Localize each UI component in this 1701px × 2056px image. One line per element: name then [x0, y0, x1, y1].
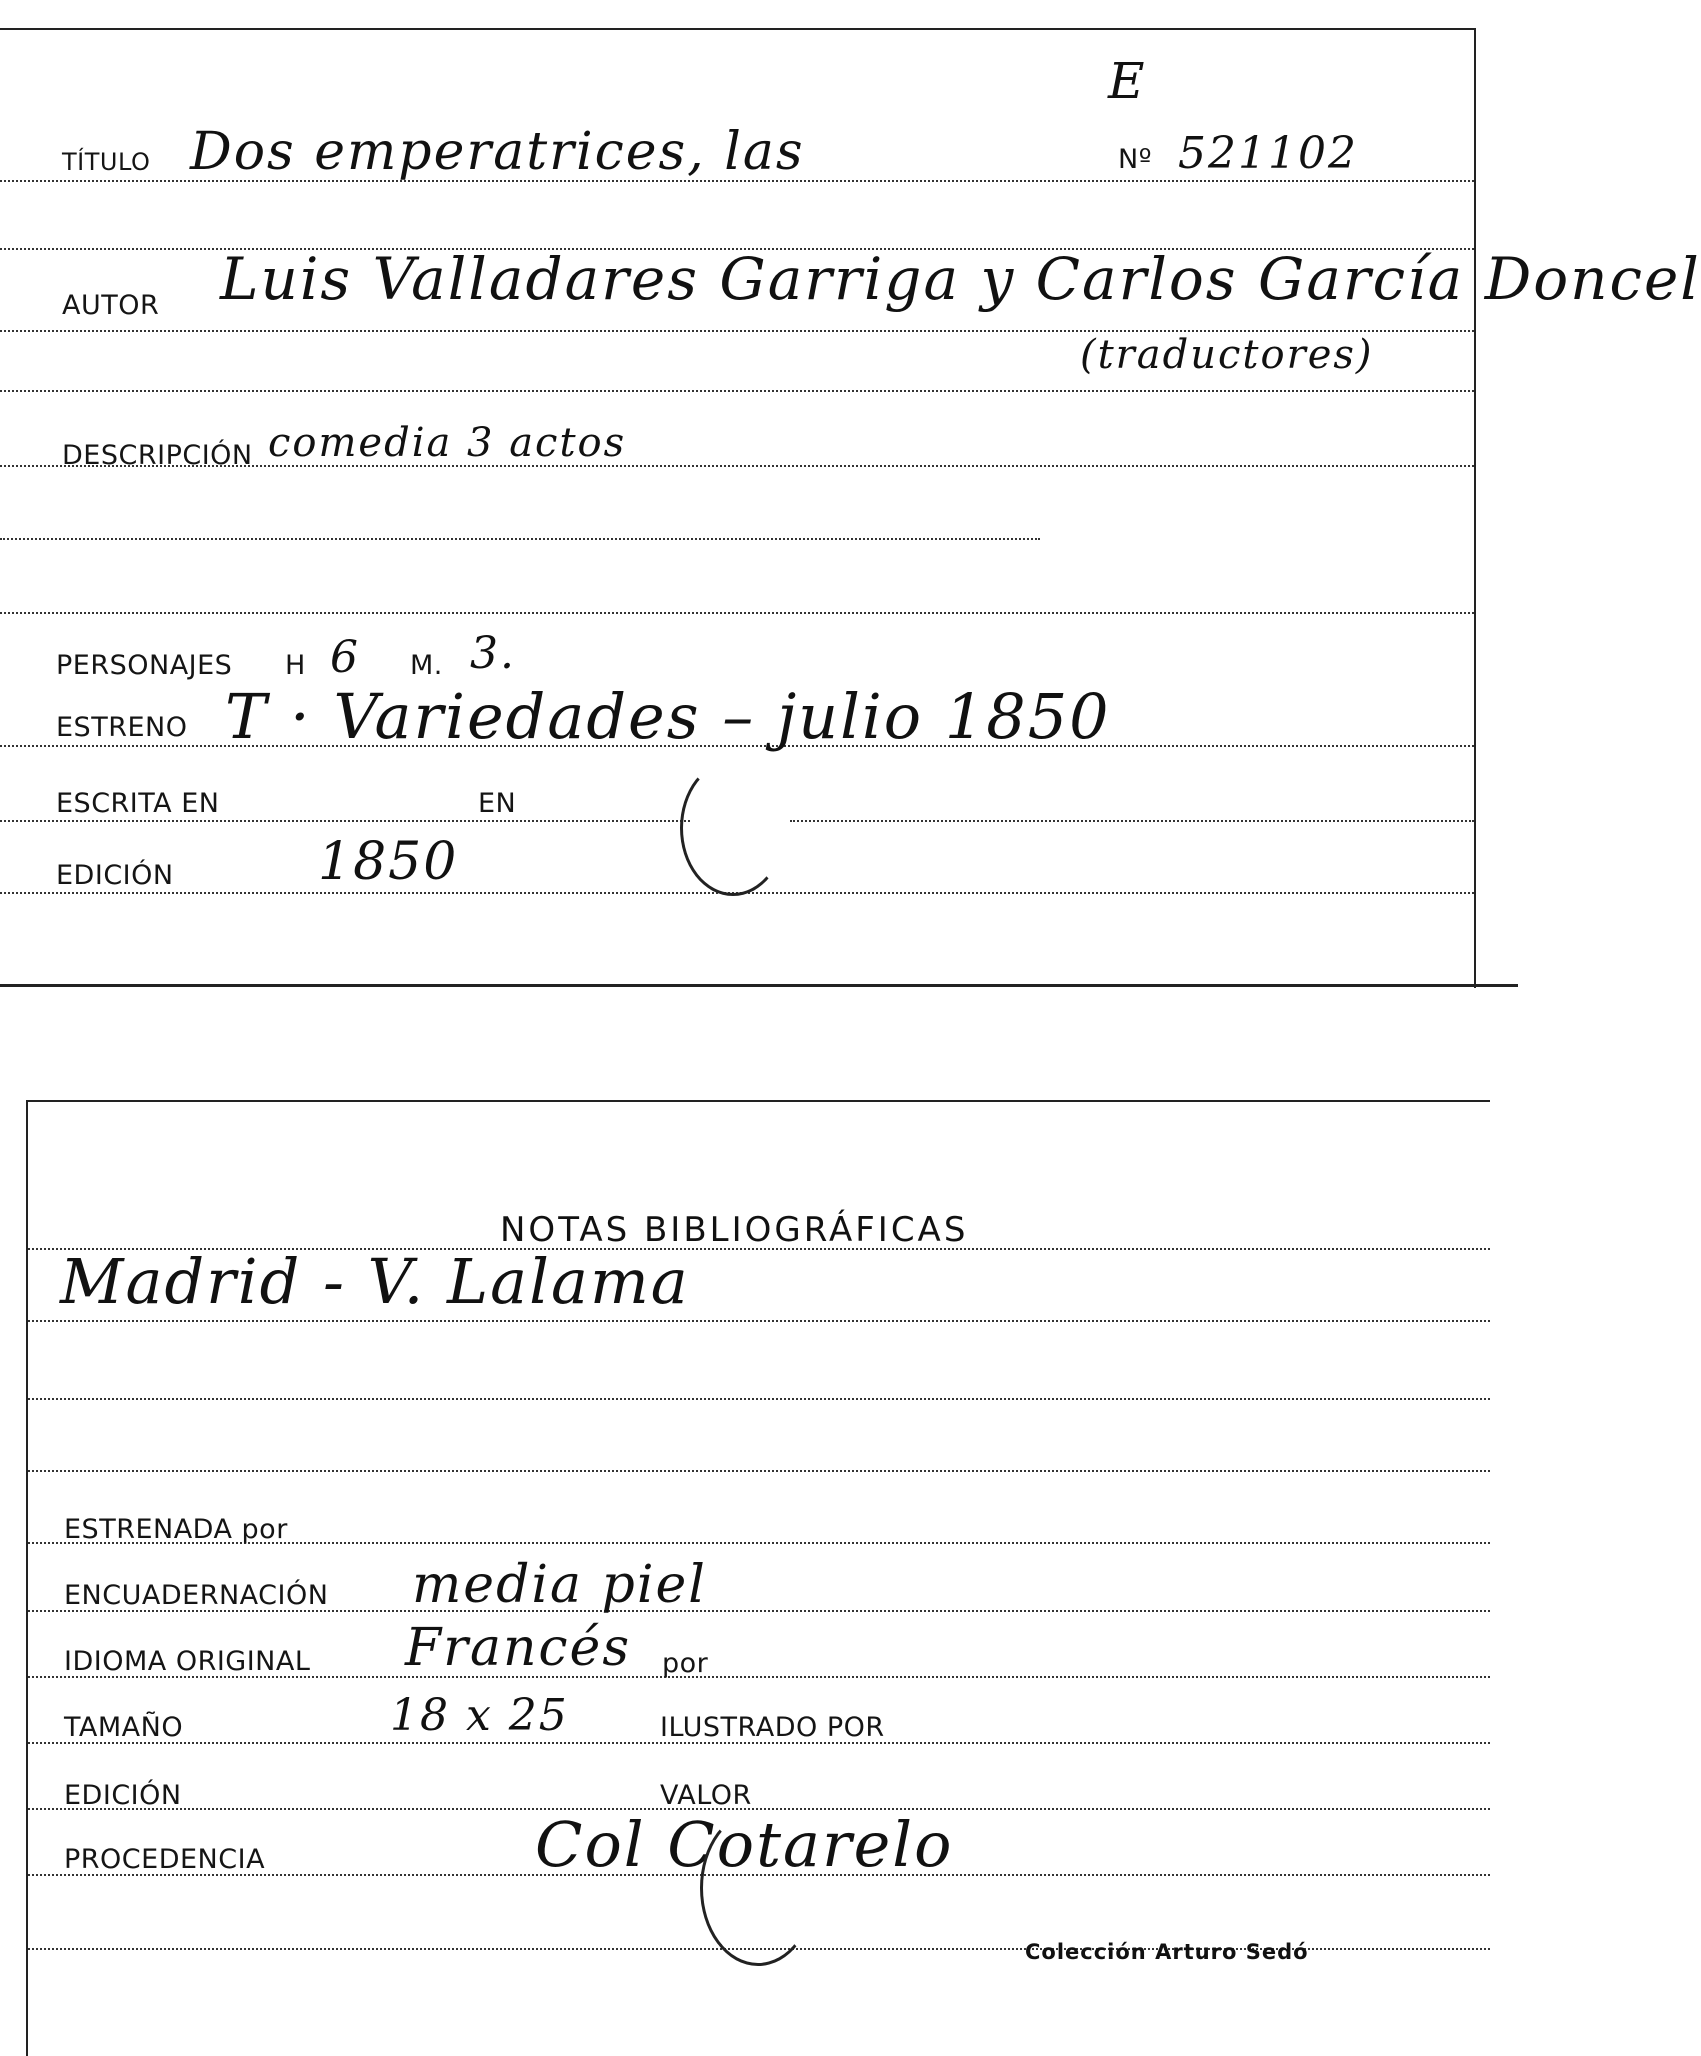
rule	[28, 1320, 1490, 1322]
card-right-border	[1474, 28, 1476, 988]
idioma-label: IDIOMA ORIGINAL	[64, 1646, 311, 1677]
encuadernacion-label: ENCUADERNACIÓN	[64, 1580, 329, 1611]
rule	[0, 612, 1474, 614]
punch-hole	[680, 760, 786, 896]
card-bottom-border	[0, 984, 1518, 987]
autor-label: AUTOR	[62, 290, 160, 321]
autor-note: (traductores)	[1080, 332, 1374, 378]
edicion-value: 1850	[318, 832, 459, 892]
punch-hole	[700, 1810, 816, 1966]
personajes-label: PERSONAJES	[56, 650, 233, 681]
edicion-label: EDICIÓN	[64, 1780, 182, 1811]
procedencia-value: Col Cotarelo	[535, 1808, 954, 1881]
personajes-h-label: H	[285, 650, 306, 681]
rule	[0, 538, 1040, 540]
rule	[790, 820, 1474, 822]
procedencia-label: PROCEDENCIA	[64, 1844, 266, 1875]
collection-stamp: Colección Arturo Sedó	[1025, 1940, 1309, 1964]
titulo-value: Dos emperatrices, las	[190, 122, 805, 182]
estrenada-label: ESTRENADA por	[64, 1514, 288, 1545]
tamano-value: 18 x 25	[390, 1690, 569, 1741]
card-top-border	[0, 28, 1475, 30]
escrita-en-label: EN	[478, 788, 517, 819]
card-left-border	[26, 1100, 28, 2056]
titulo-label: TÍTULO	[62, 148, 151, 176]
ilustrado-label: ILUSTRADO POR	[660, 1712, 885, 1743]
catalog-card-front	[0, 0, 1701, 990]
rule	[0, 390, 1474, 392]
numero-label: Nº	[1118, 144, 1152, 175]
idioma-value: Francés	[405, 1618, 632, 1678]
edicion-label: EDICIÓN	[56, 860, 174, 891]
estreno-value: T · Variedades – julio 1850	[225, 680, 1111, 753]
estreno-label: ESTRENO	[56, 712, 188, 743]
notas-value: Madrid - V. Lalama	[60, 1245, 690, 1318]
rule	[28, 1248, 1490, 1250]
personajes-m-label: M.	[410, 650, 443, 681]
rule	[28, 1398, 1490, 1400]
card-top-border	[28, 1100, 1490, 1102]
descripcion-value: comedia 3 actos	[268, 420, 627, 466]
idioma-por-label: por	[662, 1648, 709, 1679]
autor-value: Luis Valladares Garriga y Carlos García Doncel	[220, 245, 1701, 313]
encuadernacion-value: media piel	[412, 1555, 707, 1615]
rule	[0, 820, 690, 822]
descripcion-label: DESCRIPCIÓN	[62, 440, 253, 471]
catalog-card-back	[0, 990, 1518, 2056]
escrita-label: ESCRITA EN	[56, 788, 220, 819]
notas-heading: NOTAS BIBLIOGRÁFICAS	[500, 1210, 969, 1250]
personajes-m-value: 3.	[470, 628, 516, 679]
numero-value: 521102	[1178, 128, 1358, 179]
personajes-h-value: 6	[330, 632, 360, 683]
tamano-label: TAMAÑO	[64, 1712, 184, 1743]
corner-mark: E	[1108, 52, 1147, 110]
rule	[28, 1470, 1490, 1472]
valor-label: VALOR	[660, 1780, 752, 1811]
